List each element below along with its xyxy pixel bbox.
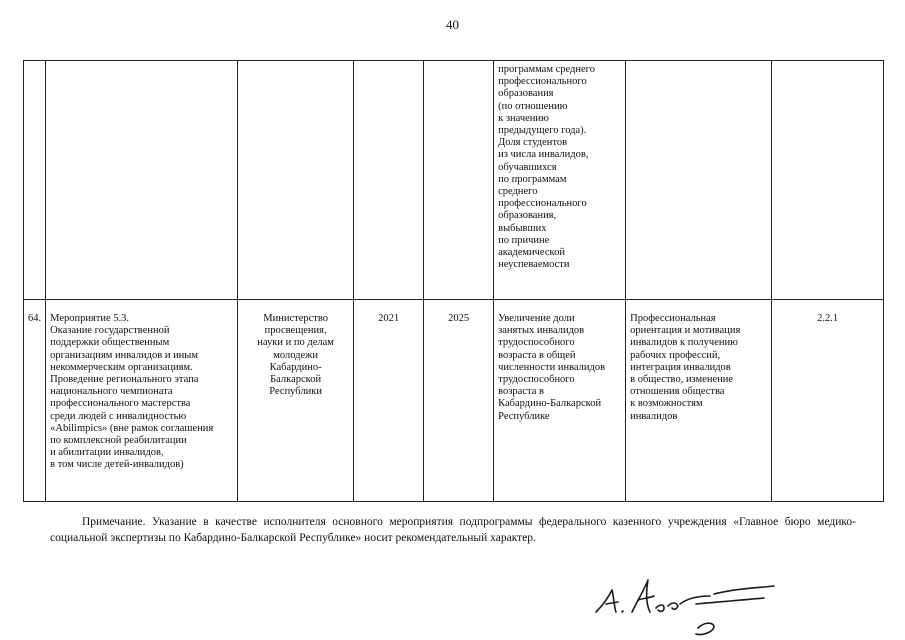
cell-end-year: 2025 [424, 300, 494, 502]
cell-indicator: Увеличение доли занятых инвалидов трудоспособного возраста в общей численности инвалидов трудоспособного возраста в Кабардино-Балкарской Республике [494, 300, 626, 502]
cell-result [626, 61, 772, 300]
cell-executor [238, 61, 354, 300]
table-row [24, 300, 884, 502]
cell-activity [46, 61, 238, 300]
cell-number [24, 61, 46, 300]
cell-start-year: 2021 [354, 300, 424, 502]
cell-indicator: программам среднего профессионального образования (по отношению к значению предыдущего года). Доля студентов из числа инвалидов, обучавшихся по программам среднего профессионального образования, выбывших по причине академической неуспеваемости [494, 61, 626, 300]
cell-code: 2.2.1 [772, 300, 884, 502]
cell-end-year [424, 61, 494, 300]
cell-code [772, 61, 884, 300]
page-number: 40 [446, 17, 459, 32]
cell-activity: Мероприятие 5.3. Оказание государственной поддержки общественным организациям инвалидов и иным некоммерческим организациям. Проведение регионального этапа национального чемпионата профессионального мастерства среди людей с инвалидностью «Abilimpics» (вне рамок соглашения по комплексной реабилитации и абилитации инвалидов, в том числе детей-инвалидов) [46, 300, 238, 502]
note-paragraph: Примечание. Указание в качестве исполнителя основного мероприятия подпрограммы федерального казенного учреждения «Главное бюро медико-социальной экспертизы по Кабардино-Балкарской Республике» носит рекомендательный характер. [50, 516, 856, 544]
handwritten-signature [588, 568, 788, 640]
cell-result: Профессиональная ориентация и мотивация инвалидов к получению рабочих профессий, интеграция инвалидов в общество, изменение отношения общества к возможностям инвалидов [626, 300, 772, 502]
activities-table [23, 60, 884, 502]
top-edge-mark [712, 0, 892, 6]
cell-executor: Министерство просвещения, науки и по делам молодежи Кабардино- Балкарской Республики [238, 300, 354, 502]
cell-start-year [354, 61, 424, 300]
table-row [24, 61, 884, 300]
cell-number: 64. [24, 300, 46, 502]
